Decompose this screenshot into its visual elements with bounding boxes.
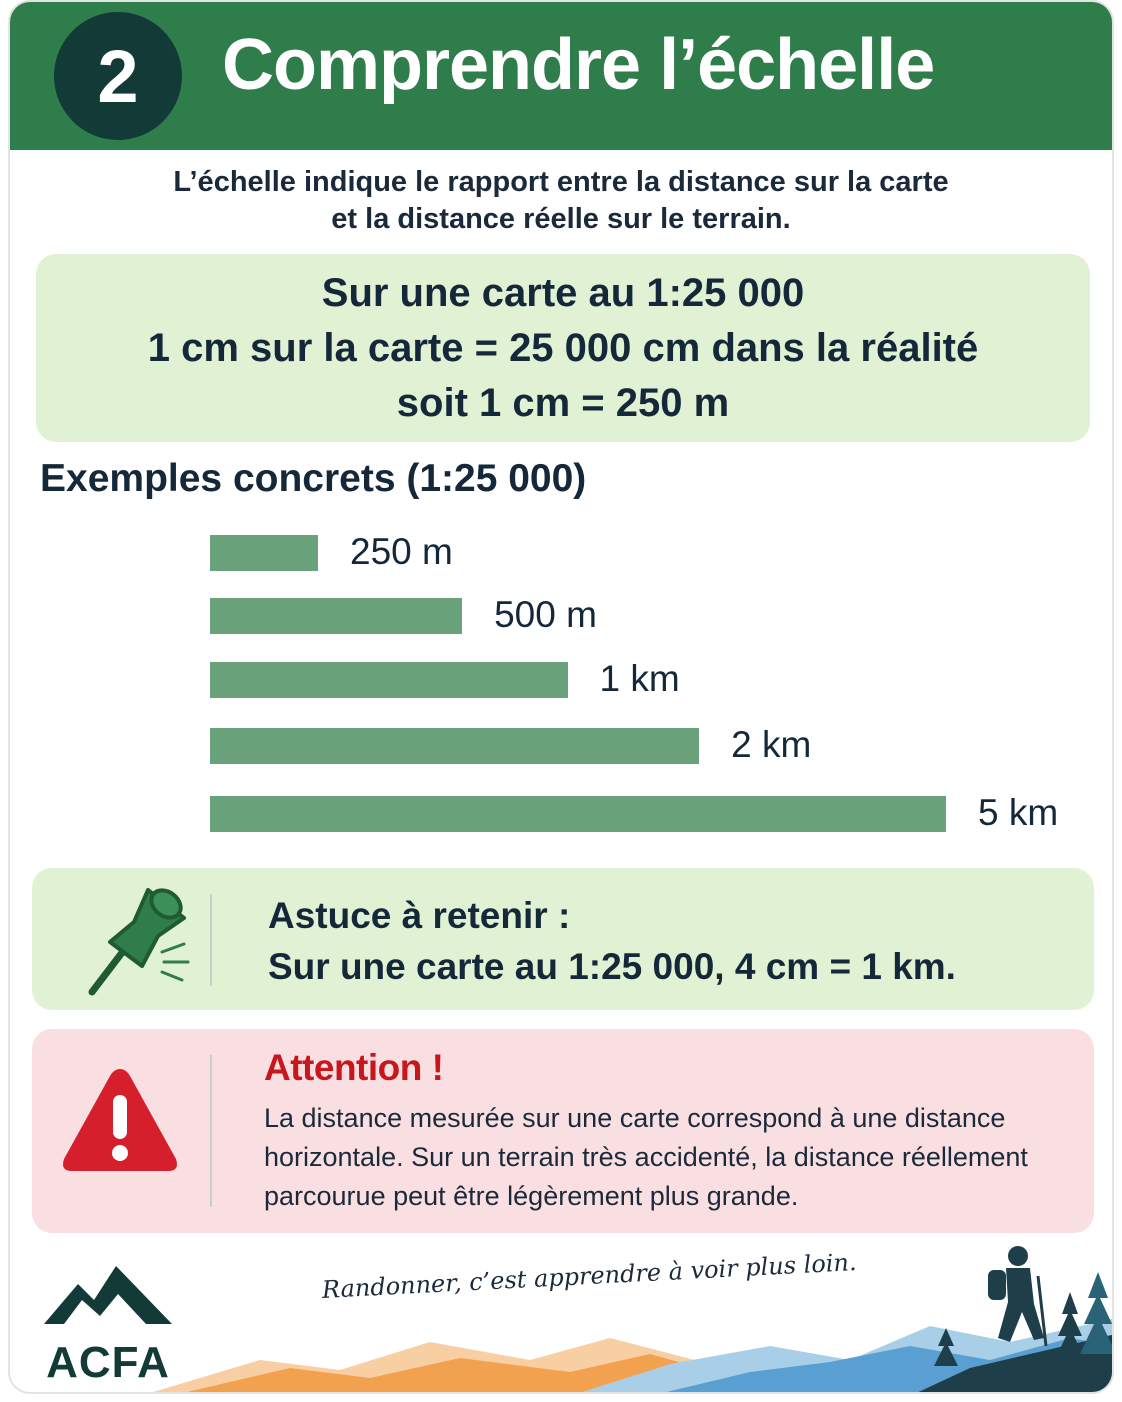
- distance-bar: [210, 796, 946, 832]
- warning-text: La distance mesurée sur une carte correspond à une distance horizontale. Sur un terrain très accidenté, la distance réellement parcourue peut être légèrement plus grande.: [264, 1103, 1028, 1211]
- intro-line-2: et la distance réelle sur le terrain.: [331, 203, 791, 235]
- real-distance-label: 1 km: [599, 658, 680, 699]
- tip-body: Sur une carte au 1:25 000, 4 cm = 1 km.: [268, 946, 956, 987]
- tip-title: Astuce à retenir :: [268, 895, 571, 936]
- real-distance-label: 250 m: [350, 531, 453, 572]
- pushpin-icon: [84, 884, 194, 996]
- warning-triangle-icon: [60, 1065, 180, 1175]
- distance-bar: [210, 662, 568, 698]
- scale-line-1: Sur une carte au 1:25 000: [321, 271, 805, 315]
- examples-title: Exemples concrets (1:25 000): [40, 457, 587, 500]
- logo-text: ACFA: [46, 1338, 170, 1387]
- step-badge: 2: [54, 12, 182, 140]
- header-banner: [10, 2, 1112, 150]
- tip-box: [32, 868, 1094, 1010]
- scale-line-3: soit 1 cm = 250 m: [396, 381, 730, 425]
- warning-title: Attention !: [264, 1047, 444, 1088]
- intro-line-1: L’échelle indique le rapport entre la distance sur la carte: [173, 166, 949, 198]
- warning-box: [32, 1029, 1094, 1233]
- mountain-logo-icon: [38, 1258, 178, 1328]
- intro-text: [10, 164, 1112, 238]
- infographic-card: [8, 0, 1114, 1394]
- real-distance-label: 2 km: [731, 724, 812, 765]
- page-title: Comprendre l’échelle: [222, 25, 935, 105]
- slogan: Randonner, c’est apprendre à voir plus loin.: [321, 1248, 858, 1304]
- acfa-logo: [38, 1258, 178, 1386]
- warning-divider: [210, 1055, 212, 1207]
- distance-bar: [210, 728, 699, 764]
- real-distance-label: 5 km: [978, 792, 1059, 833]
- distance-bar: [210, 535, 318, 571]
- footer: [10, 1242, 1112, 1394]
- scale-line-2: 1 cm sur la carte = 25 000 cm dans la réalité: [147, 326, 979, 370]
- distance-bar: [210, 598, 462, 634]
- real-distance-label: 500 m: [494, 594, 597, 635]
- tip-text: [268, 890, 956, 992]
- tip-divider: [210, 894, 212, 986]
- scale-definition-box: [36, 254, 1090, 442]
